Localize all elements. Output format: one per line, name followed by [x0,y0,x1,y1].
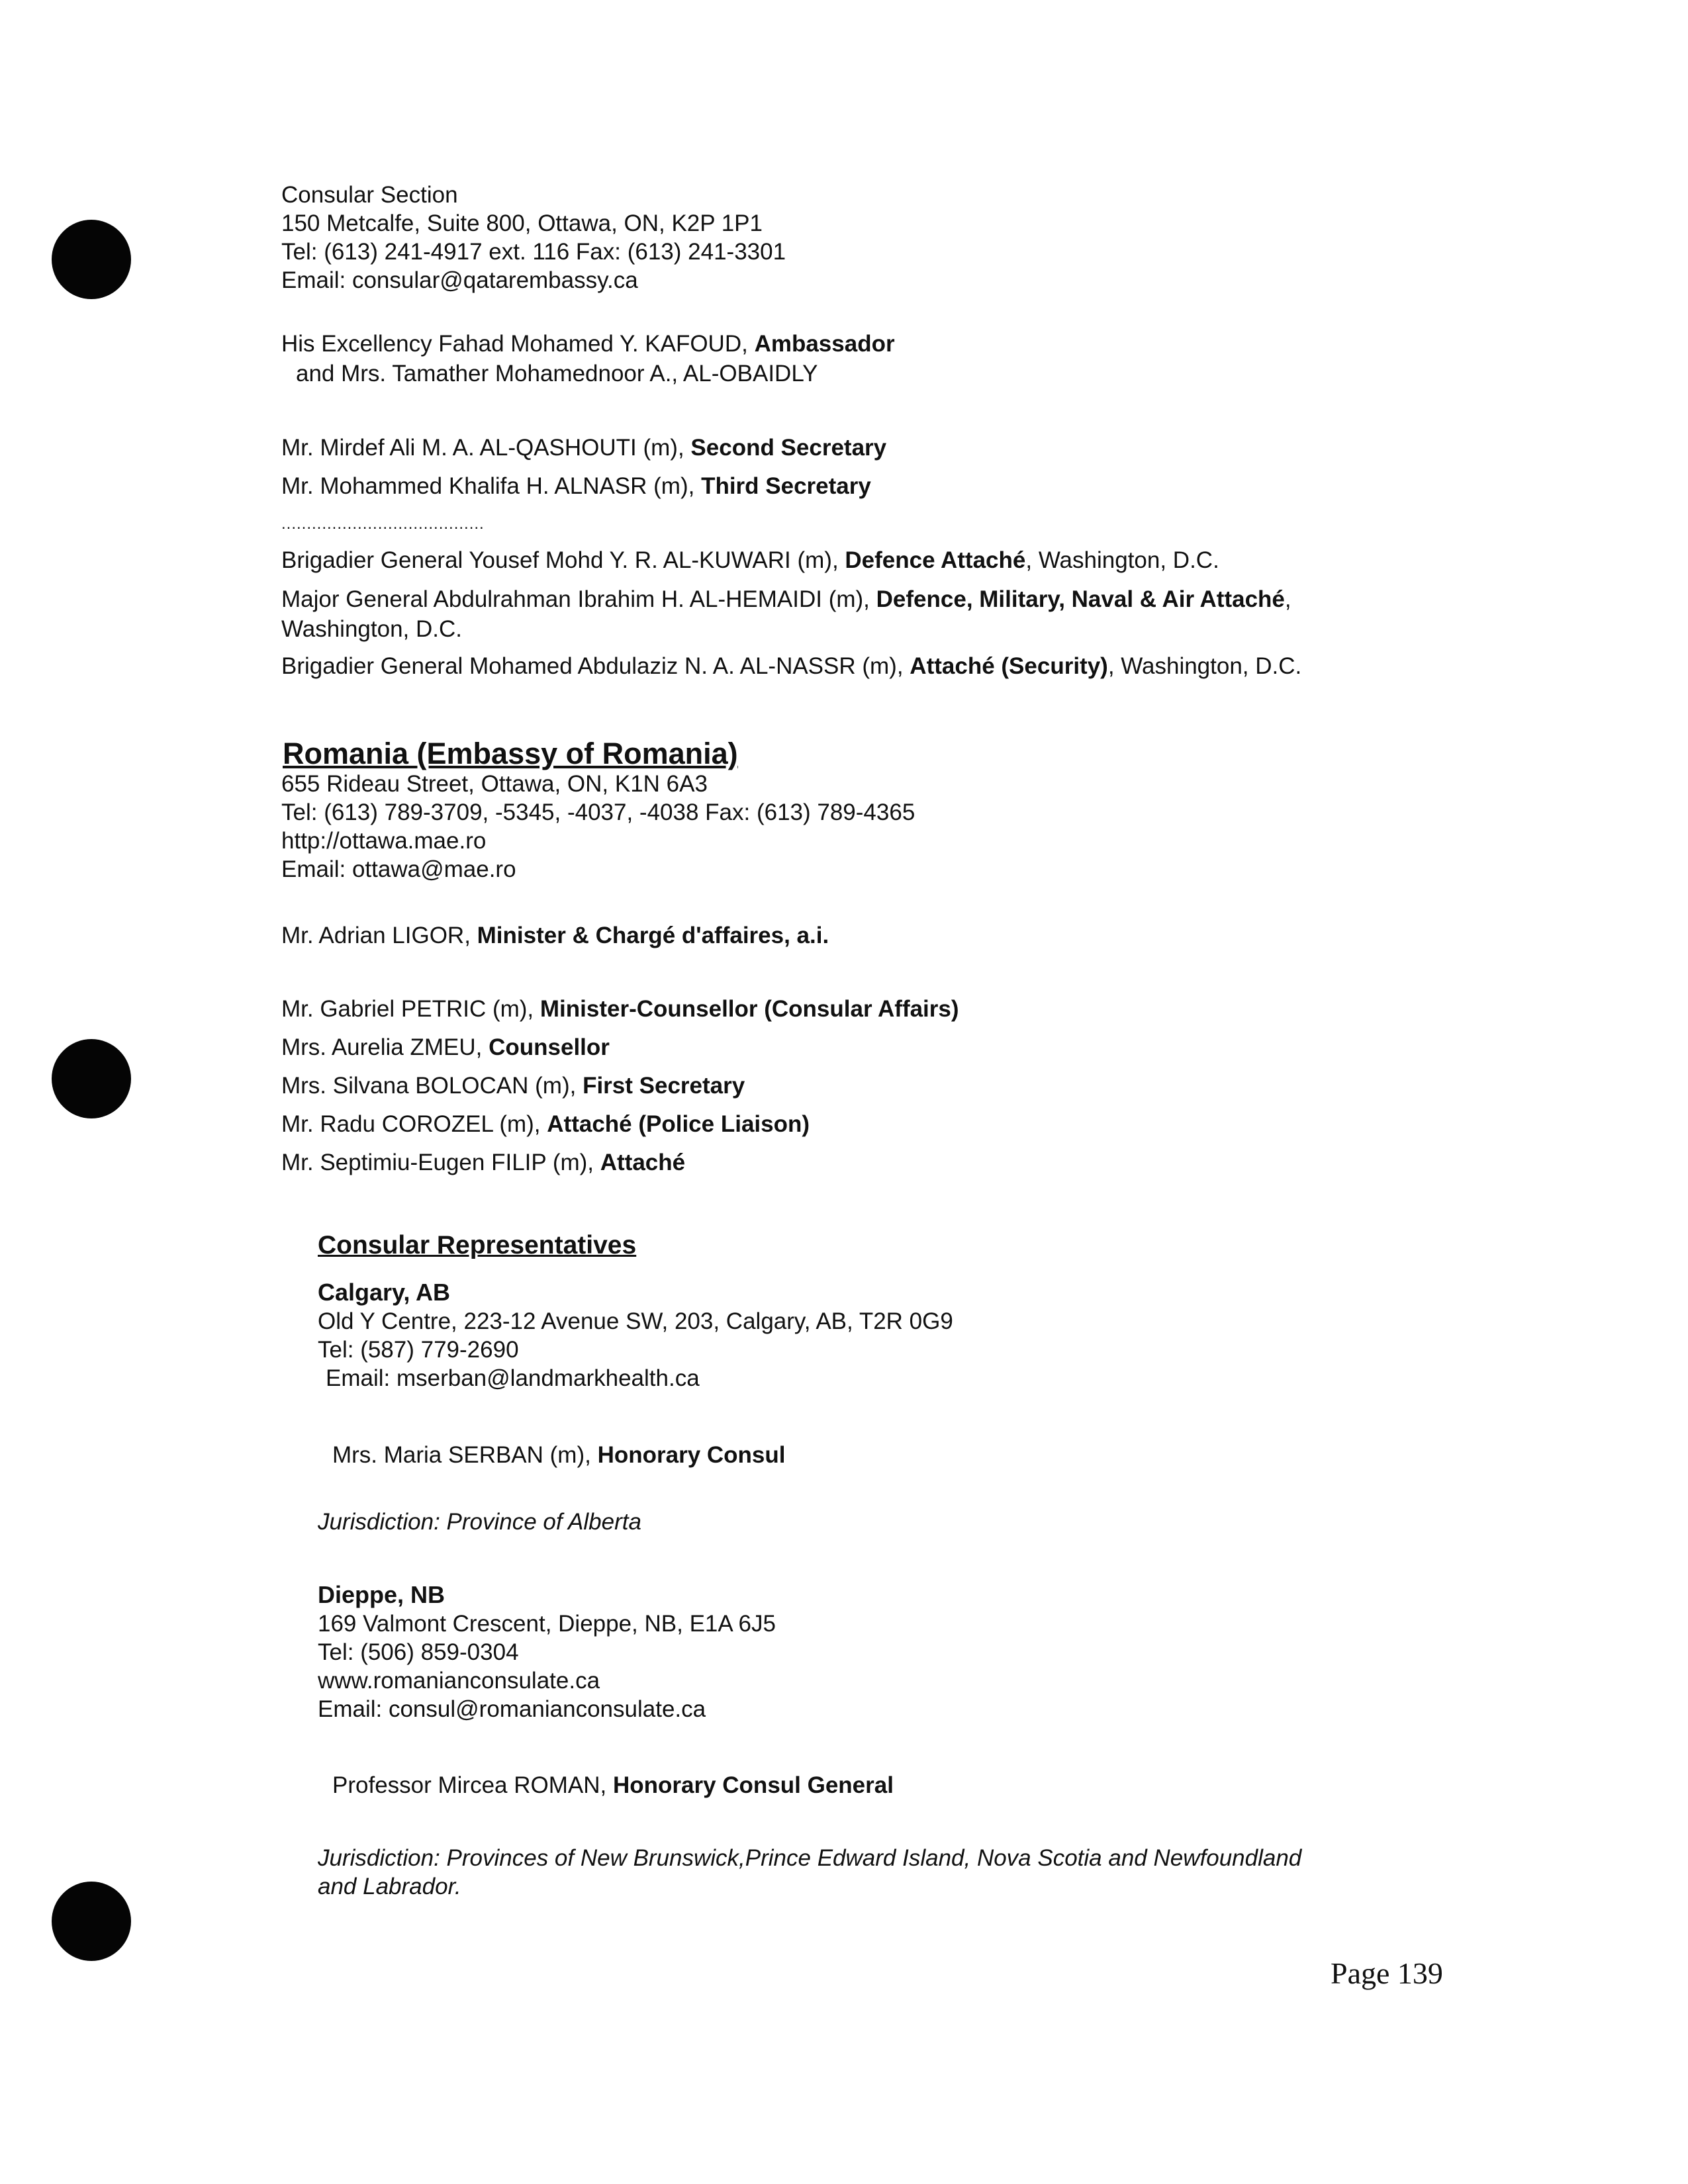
romania-email: Email: ottawa@mae.ro [281,856,516,882]
office-place: Calgary, AB [318,1279,451,1306]
staff-entry [281,1071,745,1100]
staff-name: Mr. Mohammed Khalifa H. ALNASR (m), [281,473,702,499]
attache-comma: , [1284,586,1291,612]
staff-entry [281,1110,810,1138]
head-title: Minister & Chargé d'affaires, a.i. [477,923,829,948]
staff-name: Mr. Septimiu-Eugen FILIP (m), [281,1150,600,1175]
attache-entry [281,585,1291,614]
staff-entry [281,433,886,462]
attache-name: Brigadier General Yousef Mohd Y. R. AL-KUWARI (m), [281,547,845,573]
consul-entry [332,1771,894,1799]
office-address: Old Y Centre, 223-12 Avenue SW, 203, Calgary, AB, T2R 0G9 [318,1308,953,1334]
romania-tel: Tel: (613) 789-3709, -5345, -4037, -4038 Fax: (613) 789-4365 [281,799,915,825]
staff-name: Mr. Mirdef Ali M. A. AL-QASHOUTI (m), [281,435,691,461]
office-place: Dieppe, NB [318,1581,445,1608]
romania-head-entry [281,921,829,950]
attache-entry [281,652,1301,680]
attache-title: Defence, Military, Naval & Air Attaché [876,586,1285,612]
office-website: www.romanianconsulate.ca [318,1668,600,1694]
office-address: 169 Valmont Crescent, Dieppe, NB, E1A 6J5 [318,1611,776,1637]
attache-location: , Washington, D.C. [1107,653,1302,679]
office-email: Email: mserban@landmarkhealth.ca [326,1365,700,1391]
ambassador-name: His Excellency Fahad Mohamed Y. KAFOUD, [281,331,755,357]
jurisdiction-note: Jurisdiction: Provinces of New Brunswick,Prince Edward Island, Nova Scotia and Newfoundland [318,1845,1302,1871]
romania-website: http://ottawa.mae.ro [281,828,487,854]
dotted-separator: ........................................ [281,515,485,533]
staff-title: Attaché [600,1150,686,1175]
jurisdiction-note-continued: and Labrador. [318,1874,461,1899]
attache-name: Brigadier General Mohamed Abdulaziz N. A. AL-NASSR (m), [281,653,910,679]
consular-representatives-heading: Consular Representatives [318,1231,637,1259]
staff-name: Mr. Radu COROZEL (m), [281,1111,547,1137]
staff-entry [281,995,959,1023]
staff-title: Third Secretary [701,473,871,499]
staff-title: Second Secretary [690,435,887,461]
binder-hole-bottom [52,1882,131,1961]
page-number: Page 139 [1331,1956,1443,1990]
consul-title: Honorary Consul [597,1442,786,1468]
staff-name: Mrs. Silvana BOLOCAN (m), [281,1073,583,1099]
attache-title: Defence Attaché [845,547,1026,573]
staff-title: Attaché (Police Liaison) [547,1111,810,1137]
ambassador-spouse: and Mrs. Tamather Mohamednoor A., AL-OBAIDLY [296,361,818,387]
attache-entry [281,546,1219,574]
consular-address: 150 Metcalfe, Suite 800, Ottawa, ON, K2P 1P1 [281,210,763,236]
binder-hole-middle [52,1039,131,1118]
romania-address: 655 Rideau Street, Ottawa, ON, K1N 6A3 [281,771,708,797]
staff-entry [281,1033,610,1062]
ambassador-line [281,330,895,358]
consul-name: Professor Mircea ROMAN, [332,1772,613,1798]
attache-location: , Washington, D.C. [1025,547,1219,573]
staff-entry [281,472,871,500]
staff-name: Mr. Gabriel PETRIC (m), [281,996,540,1022]
consul-title: Honorary Consul General [612,1772,894,1798]
romania-heading: Romania (Embassy of Romania) [283,737,738,770]
attache-name: Major General Abdulrahman Ibrahim H. AL-HEMAIDI (m), [281,586,876,612]
staff-title: Minister-Counsellor (Consular Affairs) [539,996,959,1022]
consular-tel: Tel: (613) 241-4917 ext. 116 Fax: (613) 241-3301 [281,239,786,265]
staff-title: First Secretary [583,1073,745,1099]
ambassador-title: Ambassador [754,331,895,357]
staff-title: Counsellor [489,1034,610,1060]
attache-location: Washington, D.C. [281,616,462,642]
consul-entry [332,1441,786,1469]
consul-name: Mrs. Maria SERBAN (m), [332,1442,598,1468]
attache-title: Attaché (Security) [910,653,1108,679]
consular-section-title: Consular Section [281,182,458,208]
office-email: Email: consul@romanianconsulate.ca [318,1696,706,1722]
staff-entry [281,1148,685,1177]
office-tel: Tel: (506) 859-0304 [318,1639,519,1665]
jurisdiction-note: Jurisdiction: Province of Alberta [318,1509,641,1535]
consular-email: Email: consular@qatarembassy.ca [281,267,638,293]
staff-name: Mrs. Aurelia ZMEU, [281,1034,489,1060]
binder-hole-top [52,220,131,299]
office-tel: Tel: (587) 779-2690 [318,1337,519,1363]
head-name: Mr. Adrian LIGOR, [281,923,477,948]
